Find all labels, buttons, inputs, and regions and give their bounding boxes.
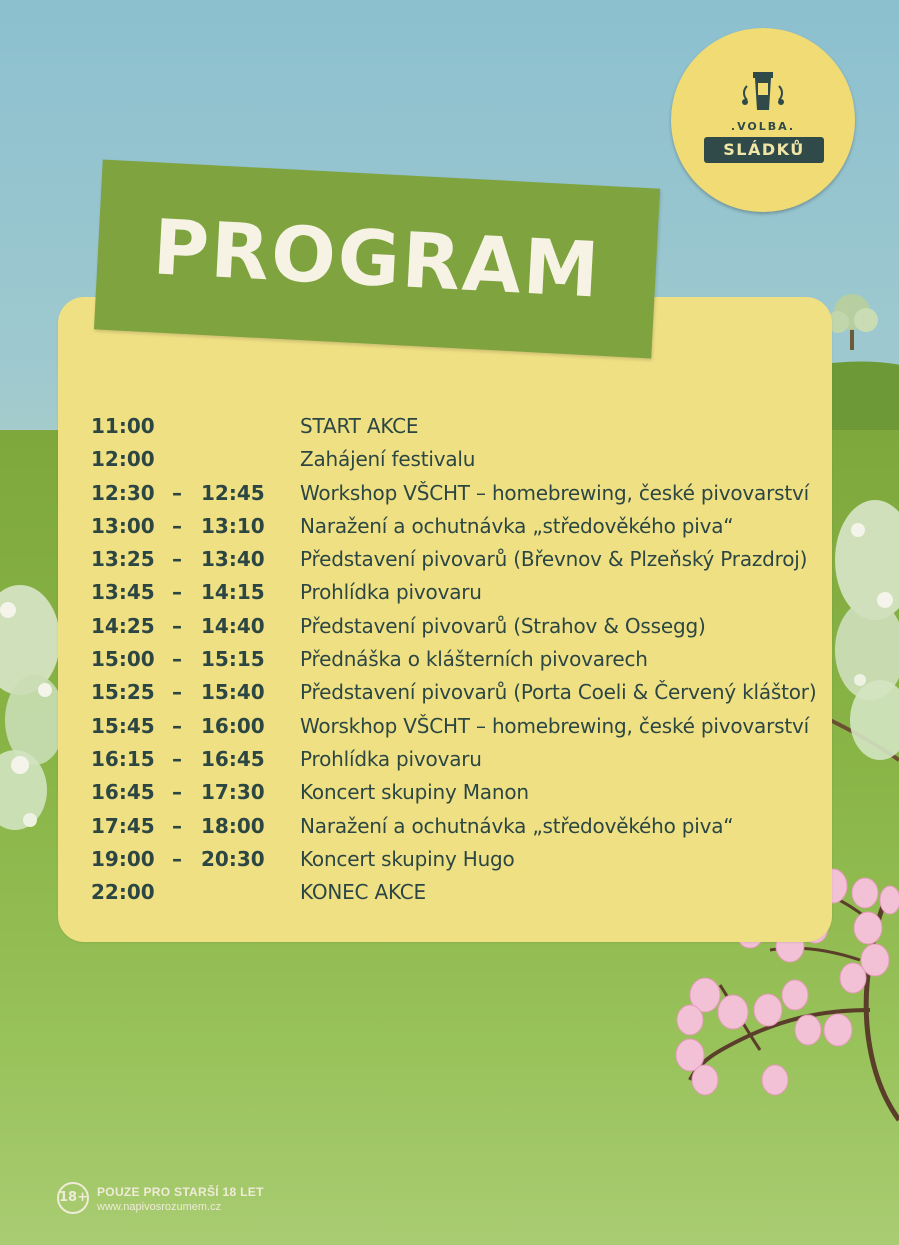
event-name: Představení pivovarů (Porta Coeli & Červený kláštor) <box>300 680 817 705</box>
start-time: 12:30 <box>91 480 155 505</box>
schedule-row <box>91 580 831 613</box>
end-time: 14:40 <box>201 613 265 638</box>
schedule-row <box>91 714 831 747</box>
end-time: 13:40 <box>201 547 265 572</box>
time-dash: – <box>172 846 182 871</box>
start-time: 13:45 <box>91 580 155 605</box>
end-time: 15:40 <box>201 680 265 705</box>
event-name: START AKCE <box>300 414 419 438</box>
event-name: Představení pivovarů (Strahov & Ossegg) <box>300 613 706 638</box>
start-time: 11:00 <box>91 414 155 438</box>
time-dash: – <box>172 746 182 771</box>
schedule-row <box>91 447 831 480</box>
event-name: Workshop VŠCHT – homebrewing, české pivovarství <box>300 480 809 505</box>
event-name: Představení pivovarů (Břevnov & Plzeňský Prazdroj) <box>300 547 808 572</box>
logo-main-text: SLÁDKŮ <box>723 140 805 159</box>
title-banner <box>94 160 660 359</box>
start-time: 13:00 <box>91 513 155 538</box>
schedule-row <box>91 814 831 847</box>
start-time: 12:00 <box>91 447 155 472</box>
start-time: 15:00 <box>91 647 155 672</box>
time-dash: – <box>172 580 182 605</box>
time-dash: – <box>172 613 182 638</box>
distant-tree-icon <box>827 294 878 350</box>
end-time: 20:30 <box>201 846 265 871</box>
schedule-list <box>91 414 831 913</box>
start-time: 16:15 <box>91 746 155 771</box>
event-name: Zahájení festivalu <box>300 447 476 472</box>
event-name: Naražení a ochutnávka „středověkého piva“ <box>300 813 734 838</box>
schedule-row <box>91 547 831 580</box>
schedule-row <box>91 481 831 514</box>
time-dash: – <box>172 713 182 738</box>
logo-banner <box>704 137 824 163</box>
event-name: Prohlídka pivovaru <box>300 580 482 605</box>
start-time: 22:00 <box>91 880 155 905</box>
website-url: www.napivosrozumem.cz <box>97 1201 222 1213</box>
event-name: Prohlídka pivovaru <box>300 746 482 771</box>
time-dash: – <box>172 680 182 705</box>
time-dash: – <box>172 480 182 505</box>
page-title: PROGRAM <box>150 202 604 315</box>
start-time: 19:00 <box>91 846 155 871</box>
schedule-row <box>91 414 831 447</box>
time-dash: – <box>172 813 182 838</box>
end-time: 17:30 <box>201 780 265 805</box>
end-time: 15:15 <box>201 647 265 672</box>
end-time: 12:45 <box>201 480 265 505</box>
start-time: 13:25 <box>91 547 155 572</box>
event-name: Naražení a ochutnávka „středověkého piva“ <box>300 513 734 538</box>
time-dash: – <box>172 647 182 672</box>
volba-sladku-logo <box>671 28 855 212</box>
age-notice-text: POUZE PRO STARŠÍ 18 LET <box>97 1185 264 1199</box>
event-name: Přednáška o klášterních pivovarech <box>300 647 648 672</box>
event-name: KONEC AKCE <box>300 880 426 905</box>
end-time: 18:00 <box>201 813 265 838</box>
schedule-row <box>91 647 831 680</box>
schedule-row <box>91 747 831 780</box>
time-dash: – <box>172 547 182 572</box>
start-time: 16:45 <box>91 780 155 805</box>
start-time: 15:25 <box>91 680 155 705</box>
event-name: Worskhop VŠCHT – homebrewing, české pivovarství <box>300 713 809 738</box>
start-time: 17:45 <box>91 813 155 838</box>
age-notice <box>57 1182 317 1218</box>
logo-top-text: .VOLBA. <box>730 120 796 133</box>
schedule-row <box>91 614 831 647</box>
time-dash: – <box>172 513 182 538</box>
schedule-row <box>91 680 831 713</box>
schedule-row <box>91 880 831 913</box>
event-name: Koncert skupiny Hugo <box>300 846 515 871</box>
end-time: 16:45 <box>201 746 265 771</box>
end-time: 16:00 <box>201 713 265 738</box>
schedule-row <box>91 514 831 547</box>
start-time: 15:45 <box>91 713 155 738</box>
end-time: 14:15 <box>201 580 265 605</box>
start-time: 14:25 <box>91 613 155 638</box>
white-blossom-right-icon <box>830 500 899 760</box>
end-time: 13:10 <box>201 513 265 538</box>
time-dash: – <box>172 780 182 805</box>
event-name: Koncert skupiny Manon <box>300 780 529 805</box>
age-badge-icon: 18+ <box>57 1182 89 1214</box>
white-blossom-left-icon <box>0 585 65 830</box>
schedule-row <box>91 847 831 880</box>
schedule-row <box>91 780 831 813</box>
